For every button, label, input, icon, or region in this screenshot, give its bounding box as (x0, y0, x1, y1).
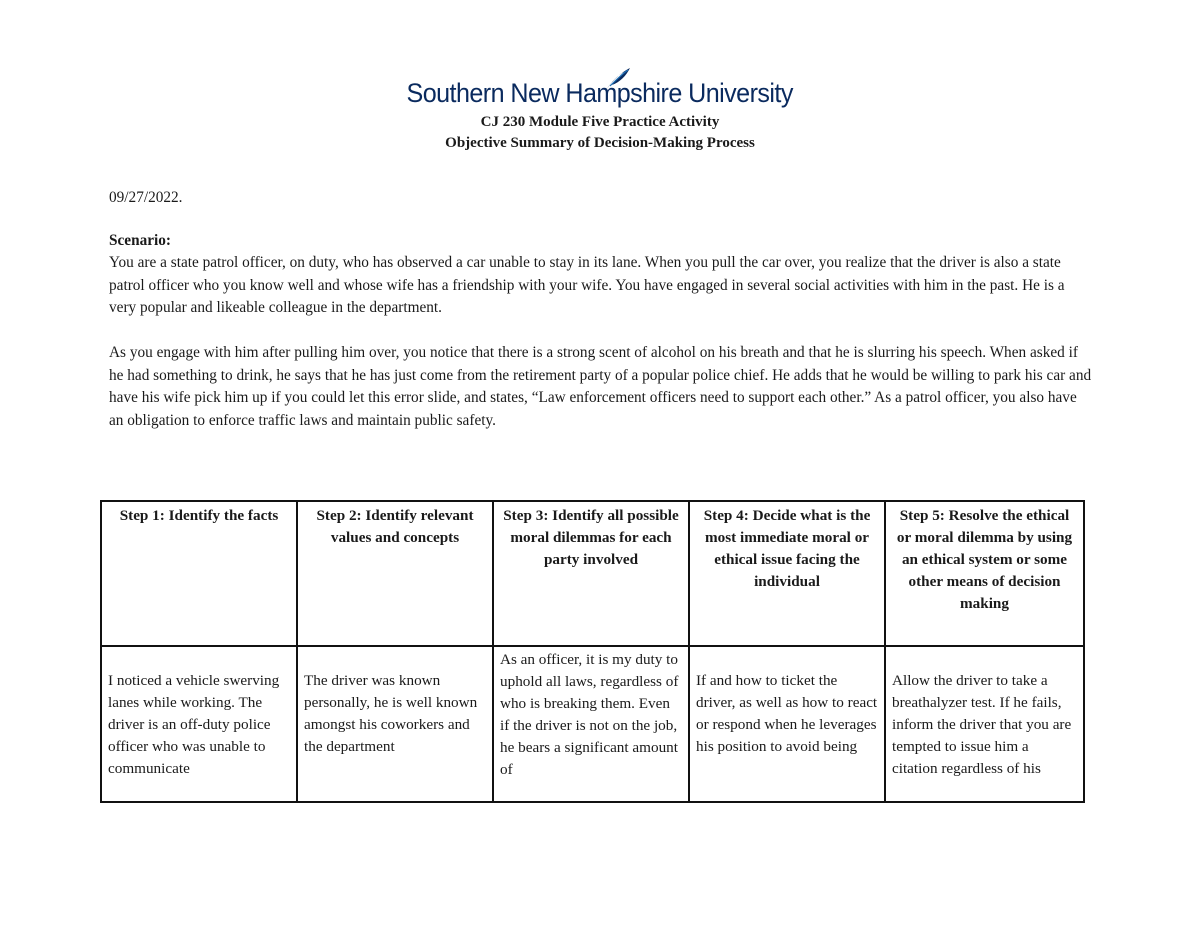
scenario-label: Scenario: (109, 232, 172, 249)
cell-step-3 (493, 646, 689, 802)
document-title: CJ 230 Module Five Practice Activity (480, 114, 720, 130)
cell-step-5-text: Allow the driver to take a breathalyzer test. If he fails, inform the driver that you are tempted to issue him a citation regardless of his (892, 672, 1072, 777)
header-step-3: Step 3: Identify all possible moral dilemmas for each party involved (493, 501, 689, 646)
scenario-paragraph-1: You are a state patrol officer, on duty, who has observed a car unable to stay in its lane. When you pull the car over, you realize that the driver is also a state patrol officer who you know well and whose wife has a friendship with your wife. You have engaged in several social activities with him in the past. He is a very popular and likeable colleague in the department. (109, 254, 1065, 316)
decision-steps-table (100, 500, 1085, 803)
cell-step-1 (101, 646, 297, 802)
cell-step-5 (885, 646, 1084, 802)
header-step-4: Step 4: Decide what is the most immediate moral or ethical issue facing the individual (689, 501, 885, 646)
cell-step-1-text: I noticed a vehicle swerving lanes while working. The driver is an off-duty police officer who was unable to communicate (108, 672, 280, 777)
header-step-1: Step 1: Identify the facts (101, 501, 297, 646)
scenario-paragraph-2: As you engage with him after pulling him over, you notice that there is a strong scent of alcohol on his breath and that he is slurring his speech. When asked if he had something to drink, he says that he has just come from the retirement party of a popular police chief. He adds that he would be willing to park his car and have his wife pick him up if you could let this error slide, and states, “Law enforcement officers need to support each other.” As a patrol officer, you also have an obligation to enforce traffic laws and maintain public safety. (109, 344, 1092, 429)
cell-step-4 (689, 646, 885, 802)
university-logo (0, 52, 1200, 108)
logo-text: Southern New Hampshire University (406, 78, 794, 108)
document-subtitle: Objective Summary of Decision-Making Process (445, 135, 755, 151)
header-step-5: Step 5: Resolve the ethical or moral dilemma by using an ethical system or some other means of decision making (885, 501, 1084, 646)
header-step-2: Step 2: Identify relevant values and concepts (297, 501, 493, 646)
cell-step-3-text: As an officer, it is my duty to uphold all laws, regardless of who is breaking them. Even if the driver is not on the job, he bears a significant amount of (500, 651, 679, 778)
cell-step-4-text: If and how to ticket the driver, as well as how to react or respond when he leverages his position to avoid being (696, 672, 878, 755)
document-date: 09/27/2022. (109, 189, 183, 206)
table-row (101, 646, 1084, 802)
cell-step-2 (297, 646, 493, 802)
table-header-row (101, 501, 1084, 646)
feather-icon (604, 66, 632, 92)
cell-step-2-text: The driver was known personally, he is well known amongst his coworkers and the department (304, 672, 478, 755)
